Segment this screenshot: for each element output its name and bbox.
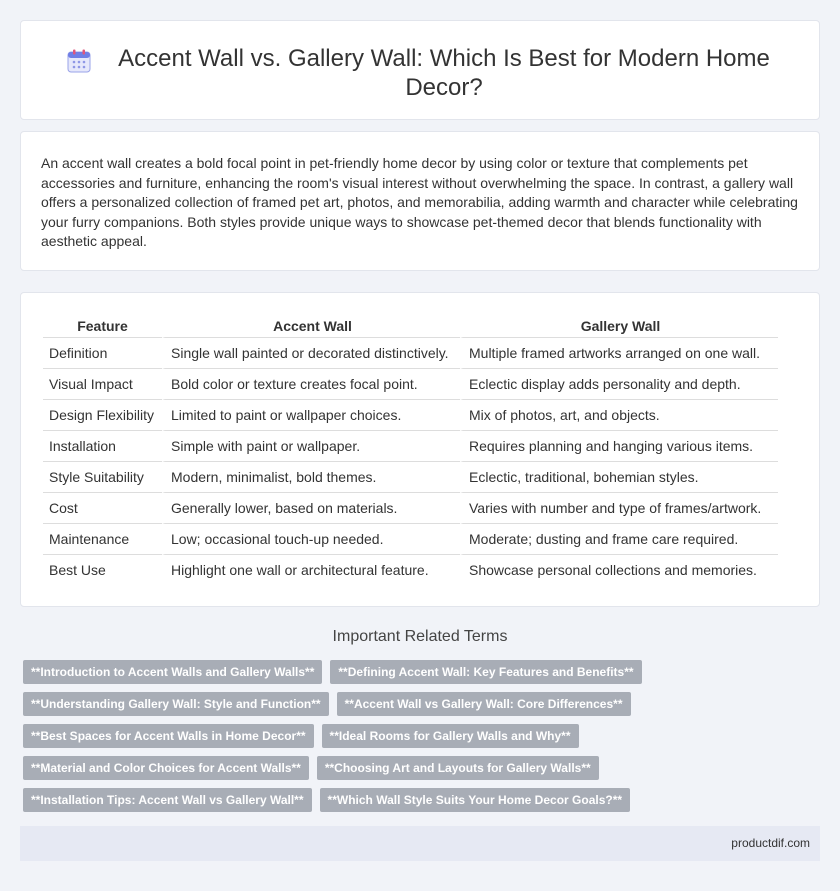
related-terms-list	[23, 660, 813, 820]
related-term-tag[interactable]: **Accent Wall vs Gallery Wall: Core Differences**	[337, 692, 631, 716]
table-cell-accent: Highlight one wall or architectural feature.	[162, 554, 460, 585]
table-cell-feature: Maintenance	[43, 523, 162, 554]
related-term-tag[interactable]: **Introduction to Accent Walls and Gallery Walls**	[23, 660, 322, 684]
table-cell-feature: Design Flexibility	[43, 399, 162, 430]
table-row	[43, 523, 778, 554]
table-row	[43, 337, 778, 368]
comparison-table-card	[20, 292, 820, 607]
table-cell-gallery: Moderate; dusting and frame care required.	[460, 523, 778, 554]
intro-paragraph: An accent wall creates a bold focal point in pet-friendly home decor by using color or texture that complements pet accessories and furniture, enhancing the room's visual interest without overwhelming the space. In contrast, a gallery wall offers a personalized collection of framed pet art, photos, and memorabilia, adding warmth and character while celebrating your furry companions. Both styles provide unique ways to showcase pet-themed decor that blends functionality with aesthetic appeal.	[41, 155, 798, 249]
table-cell-accent: Bold color or texture creates focal point.	[162, 368, 460, 399]
table-row	[43, 492, 778, 523]
table-cell-feature: Style Suitability	[43, 461, 162, 492]
table-cell-feature: Visual Impact	[43, 368, 162, 399]
related-term-tag[interactable]: **Material and Color Choices for Accent Walls**	[23, 756, 309, 780]
page-title: Accent Wall vs. Gallery Wall: Which Is Best for Modern Home Decor?	[118, 45, 770, 101]
table-cell-gallery: Requires planning and hanging various items.	[460, 430, 778, 461]
related-term-tag[interactable]: **Installation Tips: Accent Wall vs Gallery Wall**	[23, 788, 312, 812]
table-cell-gallery: Eclectic display adds personality and depth.	[460, 368, 778, 399]
column-header-accent-wall: Accent Wall	[162, 315, 460, 337]
table-cell-accent: Limited to paint or wallpaper choices.	[162, 399, 460, 430]
tag-row	[23, 660, 813, 692]
table-cell-gallery: Eclectic, traditional, bohemian styles.	[460, 461, 778, 492]
table-cell-accent: Simple with paint or wallpaper.	[162, 430, 460, 461]
table-cell-feature: Installation	[43, 430, 162, 461]
table-cell-accent: Modern, minimalist, bold themes.	[162, 461, 460, 492]
table-row	[43, 399, 778, 430]
tag-row	[23, 756, 813, 788]
table-header-row	[43, 315, 778, 337]
calendar-icon	[66, 48, 92, 74]
table-cell-gallery: Showcase personal collections and memories.	[460, 554, 778, 585]
footer-site-link[interactable]: productdif.com	[731, 836, 810, 850]
footer	[20, 826, 820, 861]
related-term-tag[interactable]: **Ideal Rooms for Gallery Walls and Why**	[322, 724, 579, 748]
table-row	[43, 368, 778, 399]
table-cell-gallery: Multiple framed artworks arranged on one wall.	[460, 337, 778, 368]
tag-row	[23, 788, 813, 820]
column-header-gallery-wall: Gallery Wall	[460, 315, 778, 337]
table-row	[43, 461, 778, 492]
related-term-tag[interactable]: **Defining Accent Wall: Key Features and Benefits**	[330, 660, 641, 684]
related-term-tag[interactable]: **Understanding Gallery Wall: Style and Function**	[23, 692, 329, 716]
intro-card	[20, 131, 820, 271]
comparison-table	[43, 315, 778, 585]
table-cell-accent: Generally lower, based on materials.	[162, 492, 460, 523]
table-cell-feature: Cost	[43, 492, 162, 523]
related-terms-title: Important Related Terms	[332, 628, 508, 645]
related-term-tag[interactable]: **Which Wall Style Suits Your Home Decor Goals?**	[320, 788, 631, 812]
tag-row	[23, 692, 813, 724]
table-cell-accent: Low; occasional touch-up needed.	[162, 523, 460, 554]
header-card	[20, 20, 820, 120]
table-row	[43, 430, 778, 461]
table-cell-accent: Single wall painted or decorated distinctively.	[162, 337, 460, 368]
table-cell-feature: Definition	[43, 337, 162, 368]
related-term-tag[interactable]: **Best Spaces for Accent Walls in Home Decor**	[23, 724, 314, 748]
table-cell-feature: Best Use	[43, 554, 162, 585]
table-cell-gallery: Mix of photos, art, and objects.	[460, 399, 778, 430]
table-cell-gallery: Varies with number and type of frames/artwork.	[460, 492, 778, 523]
tag-row	[23, 724, 813, 756]
related-term-tag[interactable]: **Choosing Art and Layouts for Gallery Walls**	[317, 756, 599, 780]
column-header-feature: Feature	[77, 318, 128, 334]
table-row	[43, 554, 778, 585]
